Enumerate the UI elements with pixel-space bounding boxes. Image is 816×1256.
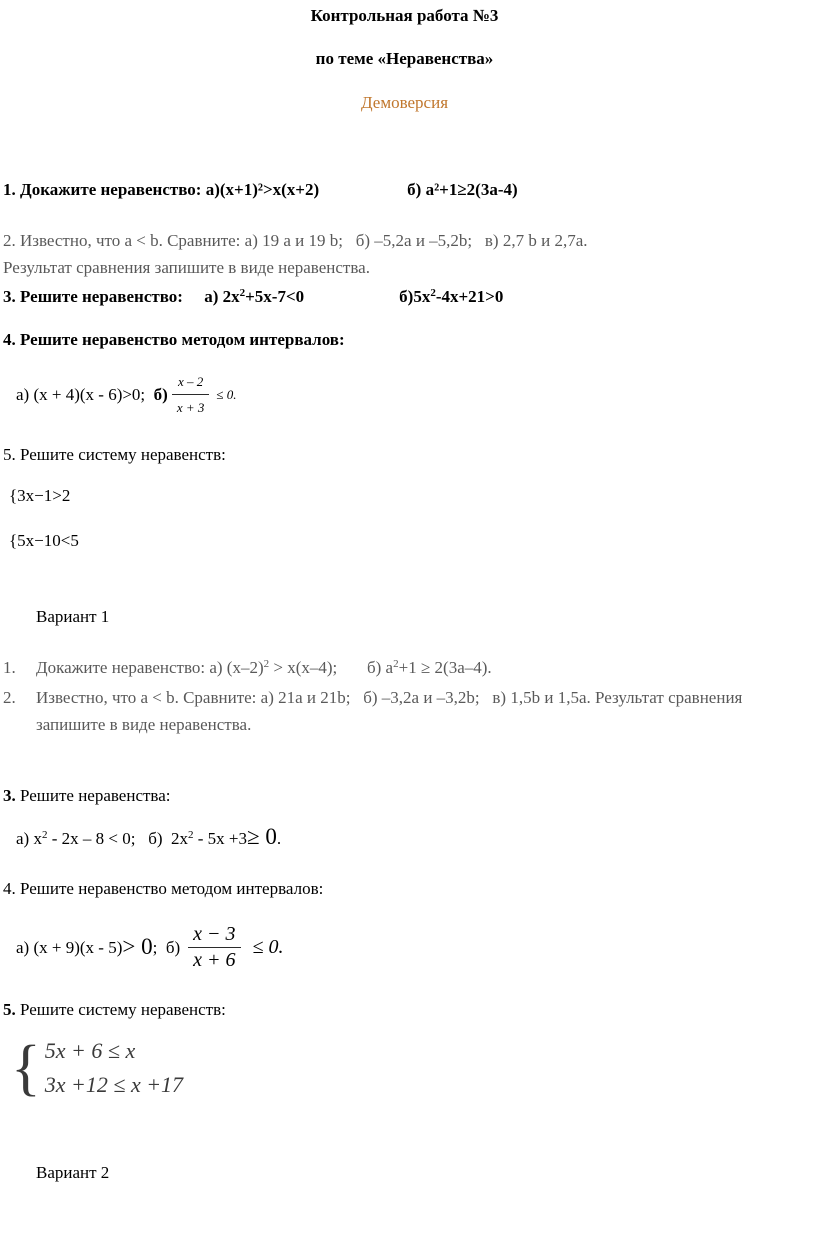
variant2-title: Вариант 2 bbox=[36, 1163, 110, 1182]
item-body bbox=[36, 684, 806, 738]
demo-q5-label: 5. Решите систему неравенств: bbox=[3, 445, 226, 464]
fraction-denominator: х + 6 bbox=[193, 949, 236, 971]
item-number: 2. bbox=[3, 688, 16, 707]
doc-title: Контрольная работа №3 bbox=[310, 6, 499, 25]
demo-system-line2: {5х−10<5 bbox=[9, 531, 79, 550]
system-lines bbox=[45, 1034, 183, 1102]
v1-q1-list-item bbox=[3, 658, 806, 678]
system-line1: 5x + 6 ≤ x bbox=[44, 1038, 136, 1063]
superscript: 2 bbox=[263, 658, 270, 670]
demo-q3-eq-b-post: -4х+21>0 bbox=[435, 287, 504, 306]
demo-q4-part-a: а) (х + 4)(х - 6)>0; bbox=[16, 384, 154, 404]
demo-q4-equation bbox=[3, 370, 806, 418]
v1-q3-eq-b-post: - 5х +3 bbox=[193, 829, 248, 848]
v1-q1-post: +1 ≥ 2(3а–4). bbox=[398, 658, 492, 677]
superscript: 2 bbox=[188, 829, 194, 841]
inequality-tail: ≤ 0. bbox=[252, 935, 284, 958]
variant1-title: Вариант 1 bbox=[36, 607, 110, 626]
document-page bbox=[0, 5, 816, 1183]
v1-q3-eq-a: а) х bbox=[16, 829, 42, 848]
fraction-numerator: х – 2 bbox=[172, 370, 210, 395]
demo-q2-line2: Результат сравнения запишите в виде неравенства. bbox=[3, 258, 370, 277]
item-number: 5. bbox=[3, 1000, 16, 1019]
item-body bbox=[36, 658, 806, 678]
fraction-small bbox=[172, 370, 210, 418]
item-number: 3. bbox=[3, 786, 16, 805]
superscript: 2 bbox=[430, 287, 436, 299]
demo-q1-part-a: 1. Докажите неравенство: а)(х+1)²>х(х+2) bbox=[3, 180, 320, 199]
superscript: 2 bbox=[239, 287, 246, 299]
doc-subtitle: по теме «Неравенства» bbox=[315, 49, 494, 68]
v1-q1-mid: > х(х–4); б) а bbox=[269, 658, 394, 677]
fraction-denominator: х + 3 bbox=[176, 400, 205, 415]
demo-version-label: Демоверсия bbox=[360, 93, 449, 112]
demo-q3 bbox=[3, 286, 806, 307]
v1-q3-label bbox=[3, 785, 806, 806]
system-of-inequalities bbox=[11, 1034, 806, 1102]
demo-q1 bbox=[3, 179, 806, 200]
superscript: 2 bbox=[41, 829, 48, 841]
demo-q3-label: 3. Решите неравенство: bbox=[3, 287, 205, 306]
v1-q4-part-a: а) (х + 9)(х - 5) bbox=[16, 937, 123, 957]
big-inequality: ≥ 0 bbox=[247, 824, 277, 849]
v1-q4-part-a-tail: ; б) bbox=[152, 937, 181, 957]
v1-q1-pre: Докажите неравенство: а) (х–2) bbox=[36, 658, 264, 677]
demo-q3-eq-a: а) 2х bbox=[204, 287, 240, 306]
demo-q3-eq-b: б)5х bbox=[399, 287, 431, 306]
system-line2: 3x +12 ≤ x +17 bbox=[44, 1072, 184, 1097]
v1-q5-label-text: Решите систему неравенств: bbox=[15, 1000, 226, 1019]
v1-q3-eq-a-post: - 2х – 8 < 0; б) 2х bbox=[47, 829, 189, 848]
v1-q4-equation: а) (х + 9)(х - 5) > 0 ; б) $\frac{х - 3}{х + 6}$ ≤ 0. bbox=[16, 923, 284, 971]
v1-q5-label bbox=[3, 999, 806, 1020]
demo-system-line1: {3х−1>2 bbox=[9, 486, 71, 505]
v1-q4-label: 4. Решите неравенство методом интервалов: bbox=[3, 879, 324, 898]
curly-brace-icon: { bbox=[11, 1033, 41, 1102]
demo-q2-line1: 2. Известно, что a < b. Сравните: а) 19 а и 19 b; б) –5,2а и –5,2b; в) 2,7 b и 2,7а. bbox=[3, 231, 588, 250]
fraction-numerator: х − 3 bbox=[188, 923, 240, 948]
v1-q3-dot: . bbox=[276, 829, 282, 848]
fraction-large bbox=[188, 923, 240, 971]
superscript: 2 bbox=[393, 658, 399, 670]
v1-q2-text: Известно, что а < b. Сравните: а) 21а и 21b; б) –3,2а и –3,2b; в) 1,5b и 1,5а. Результат сравнения запишите в виде неравенства. bbox=[36, 688, 747, 734]
demo-q3-eq-a-post: +5х-7<0 bbox=[245, 287, 305, 306]
inequality-tail: ≤ 0. bbox=[216, 386, 237, 402]
item-number: 1. bbox=[3, 658, 16, 677]
v1-q3-equation bbox=[3, 824, 806, 854]
demo-q2 bbox=[3, 227, 806, 281]
demo-q4-part-b-label: б) bbox=[153, 384, 168, 404]
demo-q4-label: 4. Решите неравенство методом интервалов: bbox=[3, 330, 345, 349]
v1-q2-list-item bbox=[3, 684, 806, 738]
demo-q1-part-b: б) а²+1≥2(3а-4) bbox=[407, 180, 518, 199]
v1-q3-label-text: Решите неравенства: bbox=[15, 786, 171, 805]
